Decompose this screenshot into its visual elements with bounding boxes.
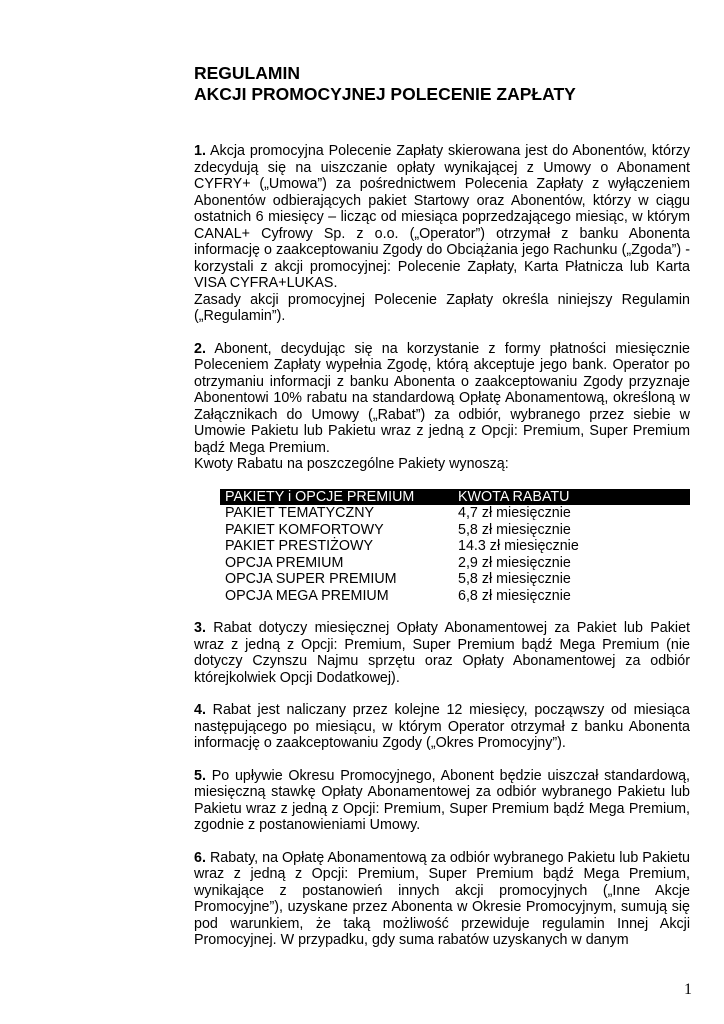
table-cell: 4,7 zł miesięcznie (458, 505, 571, 521)
table-row (220, 505, 690, 522)
paragraph-6 (194, 850, 690, 949)
table-row (220, 588, 690, 605)
table-cell: 6,8 zł miesięcznie (458, 587, 571, 604)
paragraph-text: Akcja promocyjna Polecenie Zapłaty skierowana jest do Abonentów, którzy zdecydują się na uiszczanie opłaty wynikającej z Umowy o Abonament CYFRY+ („Umowa”) za pośrednictwem Polecenia Zapłaty z wyłączeniem Abonentów odbierających pakiet Startowy oraz Abonentów, którzy w ciągu ostatnich 6 miesięcy – licząc od miesiąca poprzedzającego miesiąc, w którym CANAL+ Cyfrowy Sp. z o.o. („Operator”) otrzymał z banku Abonenta informację o zaakceptowaniu Zgody do Obciążania jego Rachunku („Zgoda”) - korzystali z akcji promocyjnej: Polecenie Zapłaty, Karta Płatnicza lub Karta VISA CYFRA+LUKAS. (194, 143, 690, 291)
paragraph-text: Rabaty, na Opłatę Abonamentową za odbiór wybranego Pakietu lub Pakietu wraz z jedną z Opcji: Premium, Super Premium bądź Mega Premium, wynikające z postanowień innych akcji promocyjnych („Inne Akcje Promocyjne”), uzyskane przez Abonenta w Okresie Promocyjnym, sumują się pod warunkiem, że taką możliwość przewiduje regulamin Innej Akcji Promocyjnej. W przypadku, gdy suma rabatów uzyskanych w danym (194, 849, 690, 948)
paragraph-number: 5. (194, 767, 206, 784)
paragraph-text: Po upływie Okresu Promocyjnego, Abonent będzie uiszczał standardową, miesięczną stawkę Opłaty Abonamentowej za odbiór wybranego Pakietu lub Pakietu wraz z jedną z Opcji: Premium, Super Premium bądź Mega Premium, zgodnie z postanowieniami Umowy. (194, 767, 690, 833)
paragraph-text: Rabat jest naliczany przez kolejne 12 miesięcy, począwszy od miesiąca następującego po miesiącu, w którym Operator otrzymał z banku Abonenta informację o zaakceptowaniu Zgody („Okres Promocyjny”). (194, 702, 690, 751)
document-body (194, 63, 690, 949)
table-header-row (220, 489, 690, 506)
table-header-cell: PAKIETY i OPCJE PREMIUM (220, 489, 458, 506)
paragraph-5 (194, 768, 690, 834)
title-line-2: AKCJI PROMOCYJNEJ POLECENIE ZAPŁATY (194, 84, 576, 104)
table-header-cell: KWOTA RABATU (458, 489, 690, 506)
paragraph-number: 4. (194, 702, 206, 718)
table-cell: 14.3 zł miesięcznie (458, 538, 579, 554)
paragraph-1-extra: Zasady akcji promocyjnej Polecenie Zapłaty określa niniejszy Regulamin („Regulamin”). (194, 291, 690, 324)
table-cell: PAKIET PRESTIŻOWY (225, 538, 374, 554)
paragraph-number: 3. (194, 620, 206, 636)
paragraph-text: Rabat dotyczy miesięcznej Opłaty Abonamentowej za Pakiet lub Pakiet wraz z jedną z Opcji: Premium, Super Premium bądź Mega Premium (nie dotyczy Czynszu Najmu sprzętu oraz Opłaty Abonamentowej za odbiór którejkolwiek Opcji Dodatkowej). (194, 620, 690, 686)
table-cell: 2,9 zł miesięcznie (458, 554, 571, 571)
table-cell: PAKIET TEMATYCZNY (225, 505, 375, 521)
table-cell: 5,8 zł miesięcznie (458, 571, 571, 587)
table-cell: OPCJA SUPER PREMIUM (225, 571, 397, 587)
table-row (220, 555, 690, 572)
paragraph-2-extra: Kwoty Rabatu na poszczególne Pakiety wynoszą: (194, 456, 509, 472)
table-cell: OPCJA PREMIUM (225, 554, 344, 571)
table-cell: OPCJA MEGA PREMIUM (225, 587, 389, 604)
paragraph-1 (194, 143, 690, 292)
rabat-table (220, 489, 690, 605)
paragraph-number: 2. (194, 340, 206, 357)
paragraph-number: 6. (194, 849, 206, 866)
table-cell: PAKIET KOMFORTOWY (225, 521, 384, 538)
paragraph-number: 1. (194, 143, 206, 159)
paragraph-2 (194, 341, 690, 457)
paragraph-text: Abonent, decydując się na korzystanie z formy płatności miesięcznie Poleceniem Zapłaty wypełnia Zgodę, którą akceptuje jego bank. Operator po otrzymaniu informacji z banku Abonenta o zaakceptowaniu Zgody przyznaje Abonentowi 10% rabatu na standardową Opłatę Abonamentową, określoną w Załącznikach do Umowy („Rabat”) za odbiór, wybranego przez siebie w Umowie Pakietu lub Pakietu wraz z jedną z Opcji: Premium, Super Premium bądź Mega Premium. (194, 340, 690, 456)
document-title (194, 63, 690, 105)
table-row (220, 538, 690, 555)
table-row (220, 571, 690, 588)
paragraph-4 (194, 702, 690, 752)
title-line-1: REGULAMIN (194, 63, 300, 83)
paragraph-3 (194, 620, 690, 686)
table-row (220, 522, 690, 539)
table-cell: 5,8 zł miesięcznie (458, 521, 571, 538)
page-number: 1 (684, 981, 692, 998)
